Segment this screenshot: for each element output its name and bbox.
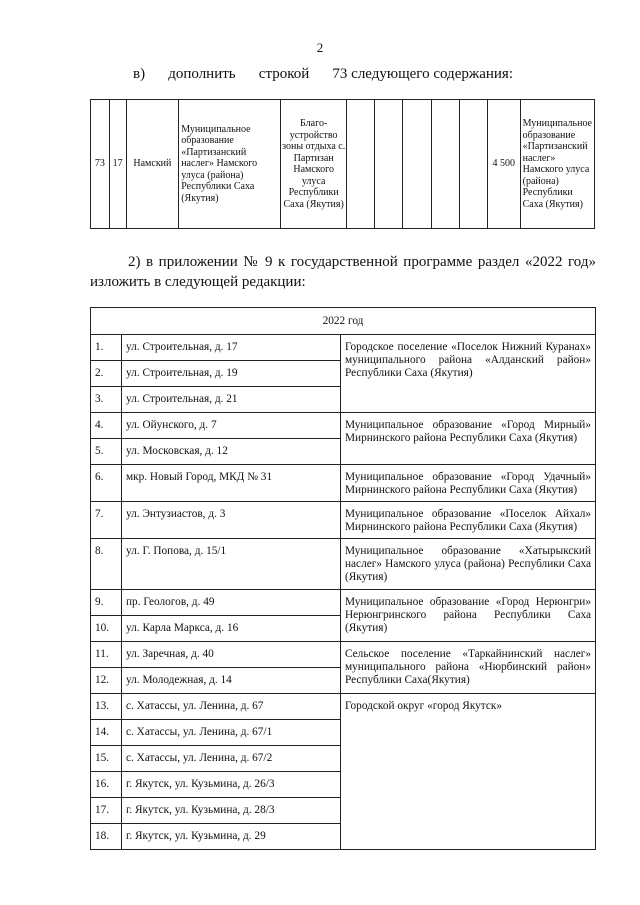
row-address: ул. Строительная, д. 21 xyxy=(122,387,341,413)
row-address: ул. Г. Попова, д. 15/1 xyxy=(122,539,341,590)
row-num: 16. xyxy=(91,772,122,798)
row-num: 14. xyxy=(91,720,122,746)
row-number: 73 xyxy=(91,100,110,229)
row-num: 1. xyxy=(91,335,122,361)
row-num: 9. xyxy=(91,590,122,616)
municipality-group: Муниципальное образование «Город Удачный» Мирнинского района Республики Саха (Якутия) xyxy=(341,465,596,502)
municipality-group: Муниципальное образование «Хатырыкский наслег» Намского улуса (района) Республики Саха (Якутия) xyxy=(341,539,596,590)
municipality-group: Городское поселение «Поселок Нижний Куранах» муниципального района «Алданский район» Республики Саха (Якутия) xyxy=(341,335,596,413)
row-num: 17. xyxy=(91,798,122,824)
para-v-word-2: дополнить xyxy=(168,66,236,82)
row-num: 11. xyxy=(91,642,122,668)
row-address: с. Хатассы, ул. Ленина, д. 67 xyxy=(122,694,341,720)
empty-cell xyxy=(431,100,459,229)
table-row xyxy=(91,465,596,502)
object-cell: Благо-устройство зоны отдыха с. Партизан Намского улуса Республики Саха (Якутия) xyxy=(281,100,347,229)
row-73-table xyxy=(90,99,595,229)
row-address: г. Якутск, ул. Кузьмина, д. 29 xyxy=(122,824,341,850)
row-num: 4. xyxy=(91,413,122,439)
empty-cell xyxy=(403,100,431,229)
table-row xyxy=(91,502,596,539)
row-num: 12. xyxy=(91,668,122,694)
amendment-paragraph-2 xyxy=(90,252,596,292)
row-num: 15. xyxy=(91,746,122,772)
table-row xyxy=(91,590,596,616)
municipality-group: Городской округ «город Якутск» xyxy=(341,694,596,850)
para-v-word-3: строкой xyxy=(258,66,310,82)
empty-cell xyxy=(459,100,487,229)
para2-text: 2) в приложении № 9 к государственной программе раздел «2022 год» изложить в следующей редакции: xyxy=(90,254,596,290)
municipality-group: Муниципальное образование «Поселок Айхал» Мирнинского района Республики Саха (Якутия) xyxy=(341,502,596,539)
row-address: мкр. Новый Город, МКД № 31 xyxy=(122,465,341,502)
row-address: с. Хатассы, ул. Ленина, д. 67/2 xyxy=(122,746,341,772)
row-num: 18. xyxy=(91,824,122,850)
row-address: пр. Геологов, д. 49 xyxy=(122,590,341,616)
table-row xyxy=(91,100,595,229)
row-address: ул. Молодежная, д. 14 xyxy=(122,668,341,694)
recipient-cell: Муниципальное образование «Партизанский наслег» Намского улуса (района) Республики Саха (Якутия) xyxy=(520,100,594,229)
row-num: 10. xyxy=(91,616,122,642)
row-address: ул. Заречная, д. 40 xyxy=(122,642,341,668)
year-2022-table xyxy=(90,307,596,850)
table-row xyxy=(91,335,596,361)
municipality-group: Муниципальное образование «Город Мирный» Мирнинского района Республики Саха (Якутия) xyxy=(341,413,596,465)
row-address: ул. Карла Маркса, д. 16 xyxy=(122,616,341,642)
table-row xyxy=(91,413,596,439)
amount-cell: 4 500 xyxy=(487,100,520,229)
row-code: 17 xyxy=(109,100,126,229)
amendment-paragraph-v xyxy=(133,66,513,83)
row-num: 8. xyxy=(91,539,122,590)
municipality-group: Сельское поселение «Таркайнинский наслег» муниципального района «Нюрбинский район» Республики Саха(Якутия) xyxy=(341,642,596,694)
district-cell: Намский xyxy=(126,100,179,229)
table-row xyxy=(91,694,596,720)
row-num: 2. xyxy=(91,361,122,387)
row-num: 13. xyxy=(91,694,122,720)
row-address: с. Хатассы, ул. Ленина, д. 67/1 xyxy=(122,720,341,746)
row-address: г. Якутск, ул. Кузьмина, д. 26/3 xyxy=(122,772,341,798)
row-address: ул. Строительная, д. 19 xyxy=(122,361,341,387)
row-num: 6. xyxy=(91,465,122,502)
empty-cell xyxy=(375,100,403,229)
empty-cell xyxy=(346,100,374,229)
para-v-word-4: 73 следующего содержания: xyxy=(332,66,513,82)
table-row xyxy=(91,539,596,590)
row-address: ул. Энтузиастов, д. 3 xyxy=(122,502,341,539)
para-v-word-1: в) xyxy=(133,66,146,82)
row-num: 5. xyxy=(91,439,122,465)
row-address: ул. Ойунского, д. 7 xyxy=(122,413,341,439)
table-header: 2022 год xyxy=(91,308,596,335)
row-num: 7. xyxy=(91,502,122,539)
municipality-group: Муниципальное образование «Город Нерюнгри» Нерюнгринского района Республики Саха (Якутия) xyxy=(341,590,596,642)
row-address: г. Якутск, ул. Кузьмина, д. 28/3 xyxy=(122,798,341,824)
row-address: ул. Строительная, д. 17 xyxy=(122,335,341,361)
row-address: ул. Московская, д. 12 xyxy=(122,439,341,465)
row-num: 3. xyxy=(91,387,122,413)
table-row xyxy=(91,642,596,668)
municipality-cell: Муниципальное образование «Партизанский наслег» Намского улуса (района) Республики Саха (Якутия) xyxy=(179,100,281,229)
page-number: 2 xyxy=(316,40,324,55)
